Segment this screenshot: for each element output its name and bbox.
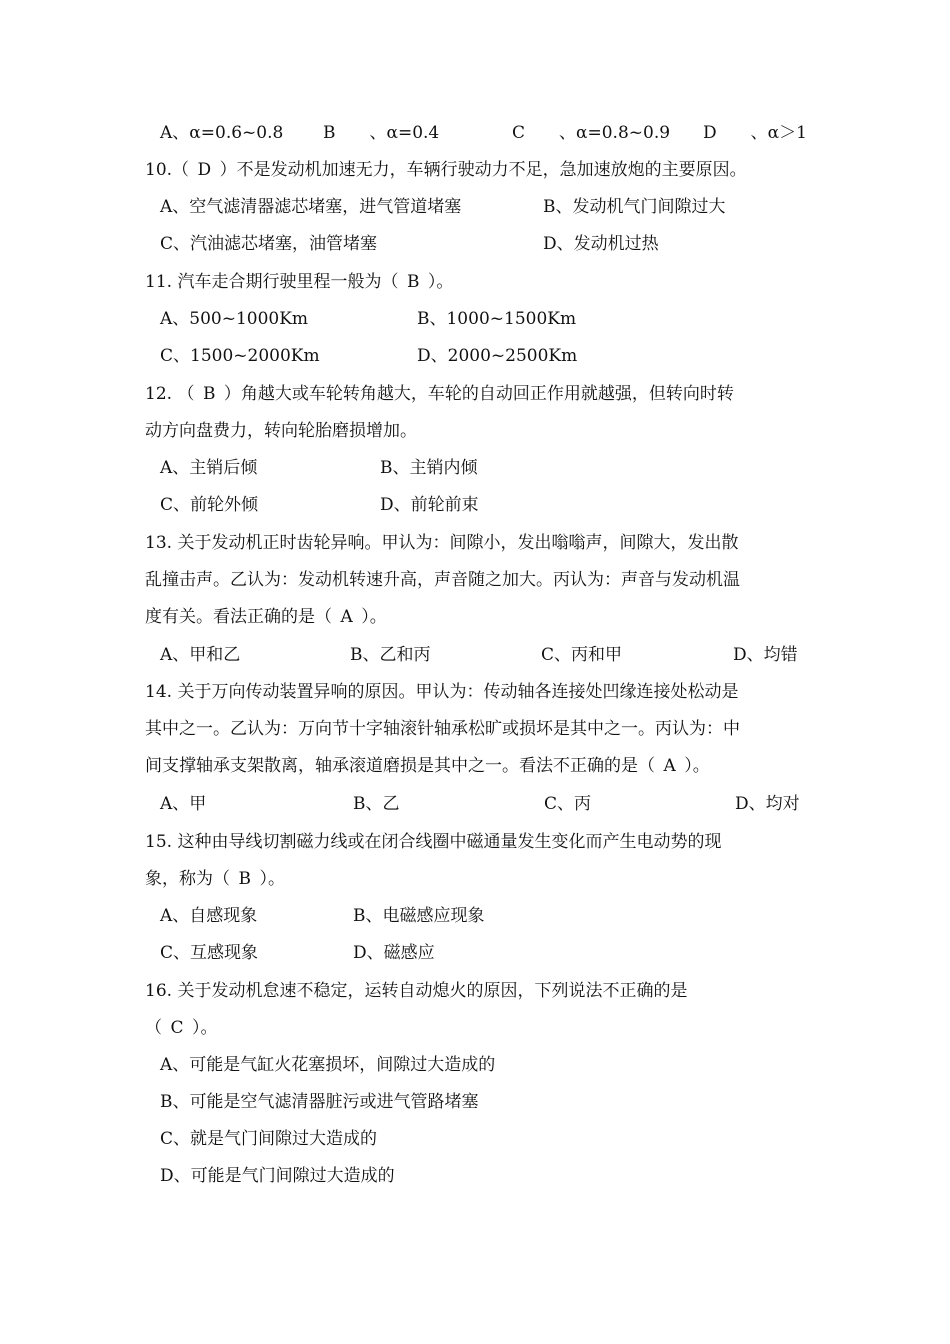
q13-stem-line-3: 度有关。看法正确的是（ A ）。 [145, 607, 387, 627]
q11-option-b: B、1000~1500Km [417, 309, 577, 329]
q10-option-a: A、空气滤清器滤芯堵塞，进气管道堵塞 [160, 197, 462, 217]
q12-option-b: B、主销内倾 [380, 458, 478, 478]
q16-option-c: C、就是气门间隙过大造成的 [160, 1129, 378, 1149]
q13-stem-line-1: 13. 关于发动机正时齿轮异响。甲认为：间隙小，发出嗡嗡声，间隙大，发出散 [145, 533, 739, 553]
q10-option-b: B、发动机气门间隙过大 [543, 197, 726, 217]
q9-option-c: C 、α=0.8~0.9 [512, 123, 671, 143]
q10-stem: 10.（ D ）不是发动机加速无力，车辆行驶动力不足，急加速放炮的主要原因。 [145, 160, 747, 180]
q15-option-b: B、电磁感应现象 [353, 906, 485, 926]
q10-option-c: C、汽油滤芯堵塞，油管堵塞 [160, 234, 378, 254]
q9-option-b: B 、α=0.4 [323, 123, 440, 143]
q13-stem-line-2: 乱撞击声。乙认为：发动机转速升高，声音随之加大。丙认为：声音与发动机温 [145, 570, 740, 590]
q14-stem-line-1: 14. 关于万向传动装置异响的原因。甲认为：传动轴各连接处凹缘连接处松动是 [145, 682, 739, 702]
q12-option-a: A、主销后倾 [160, 458, 258, 478]
q14-option-b: B、乙 [353, 794, 400, 814]
q11-stem: 11. 汽车走合期行驶里程一般为（ B ）。 [145, 272, 454, 292]
q14-option-d: D、均对 [735, 794, 800, 814]
q11-option-c: C、1500~2000Km [160, 346, 320, 366]
q9-option-a: A、α=0.6~0.8 [160, 123, 284, 143]
q13-option-c: C、丙和甲 [541, 645, 623, 665]
q12-option-d: D、前轮前束 [380, 495, 479, 515]
q12-stem-line-2: 动方向盘费力，转向轮胎磨损增加。 [145, 421, 417, 441]
q15-option-a: A、自感现象 [160, 906, 258, 926]
q14-option-a: A、甲 [160, 794, 207, 814]
q15-stem-line-1: 15. 这种由导线切割磁力线或在闭合线圈中磁通量发生变化而产生电动势的现 [145, 832, 722, 852]
q16-option-b: B、可能是空气滤清器脏污或进气管路堵塞 [160, 1092, 479, 1112]
q14-stem-line-2: 其中之一。乙认为：万向节十字轴滚针轴承松旷或损坏是其中之一。丙认为：中 [145, 719, 740, 739]
q15-option-c: C、互感现象 [160, 943, 259, 963]
q15-stem-line-2: 象，称为（ B ）。 [145, 869, 285, 889]
q11-option-a: A、500~1000Km [160, 309, 309, 329]
q12-stem-line-1: 12. （ B ）角越大或车轮转角越大，车轮的自动回正作用就越强，但转向时转 [145, 384, 734, 404]
q16-option-d: D、可能是气门间隙过大造成的 [160, 1166, 395, 1186]
q13-option-d: D、均错 [733, 645, 798, 665]
q9-option-d: D 、α＞1 [703, 123, 807, 143]
q11-option-d: D、2000~2500Km [417, 346, 578, 366]
q12-option-c: C、前轮外倾 [160, 495, 259, 515]
q15-option-d: D、磁感应 [353, 943, 435, 963]
q16-option-a: A、可能是气缸火花塞损坏，间隙过大造成的 [160, 1055, 496, 1075]
q13-option-b: B、乙和丙 [350, 645, 431, 665]
q13-option-a: A、甲和乙 [160, 645, 241, 665]
q10-option-d: D、发动机过热 [543, 234, 659, 254]
q16-stem-line-1: 16. 关于发动机怠速不稳定，运转自动熄火的原因，下列说法不正确的是 [145, 981, 688, 1001]
q14-option-c: C、丙 [544, 794, 592, 814]
q14-stem-line-3: 间支撑轴承支架散离，轴承滚道磨损是其中之一。看法不正确的是（ A ）。 [145, 756, 710, 776]
q16-stem-line-2: （ C ）。 [145, 1018, 218, 1038]
